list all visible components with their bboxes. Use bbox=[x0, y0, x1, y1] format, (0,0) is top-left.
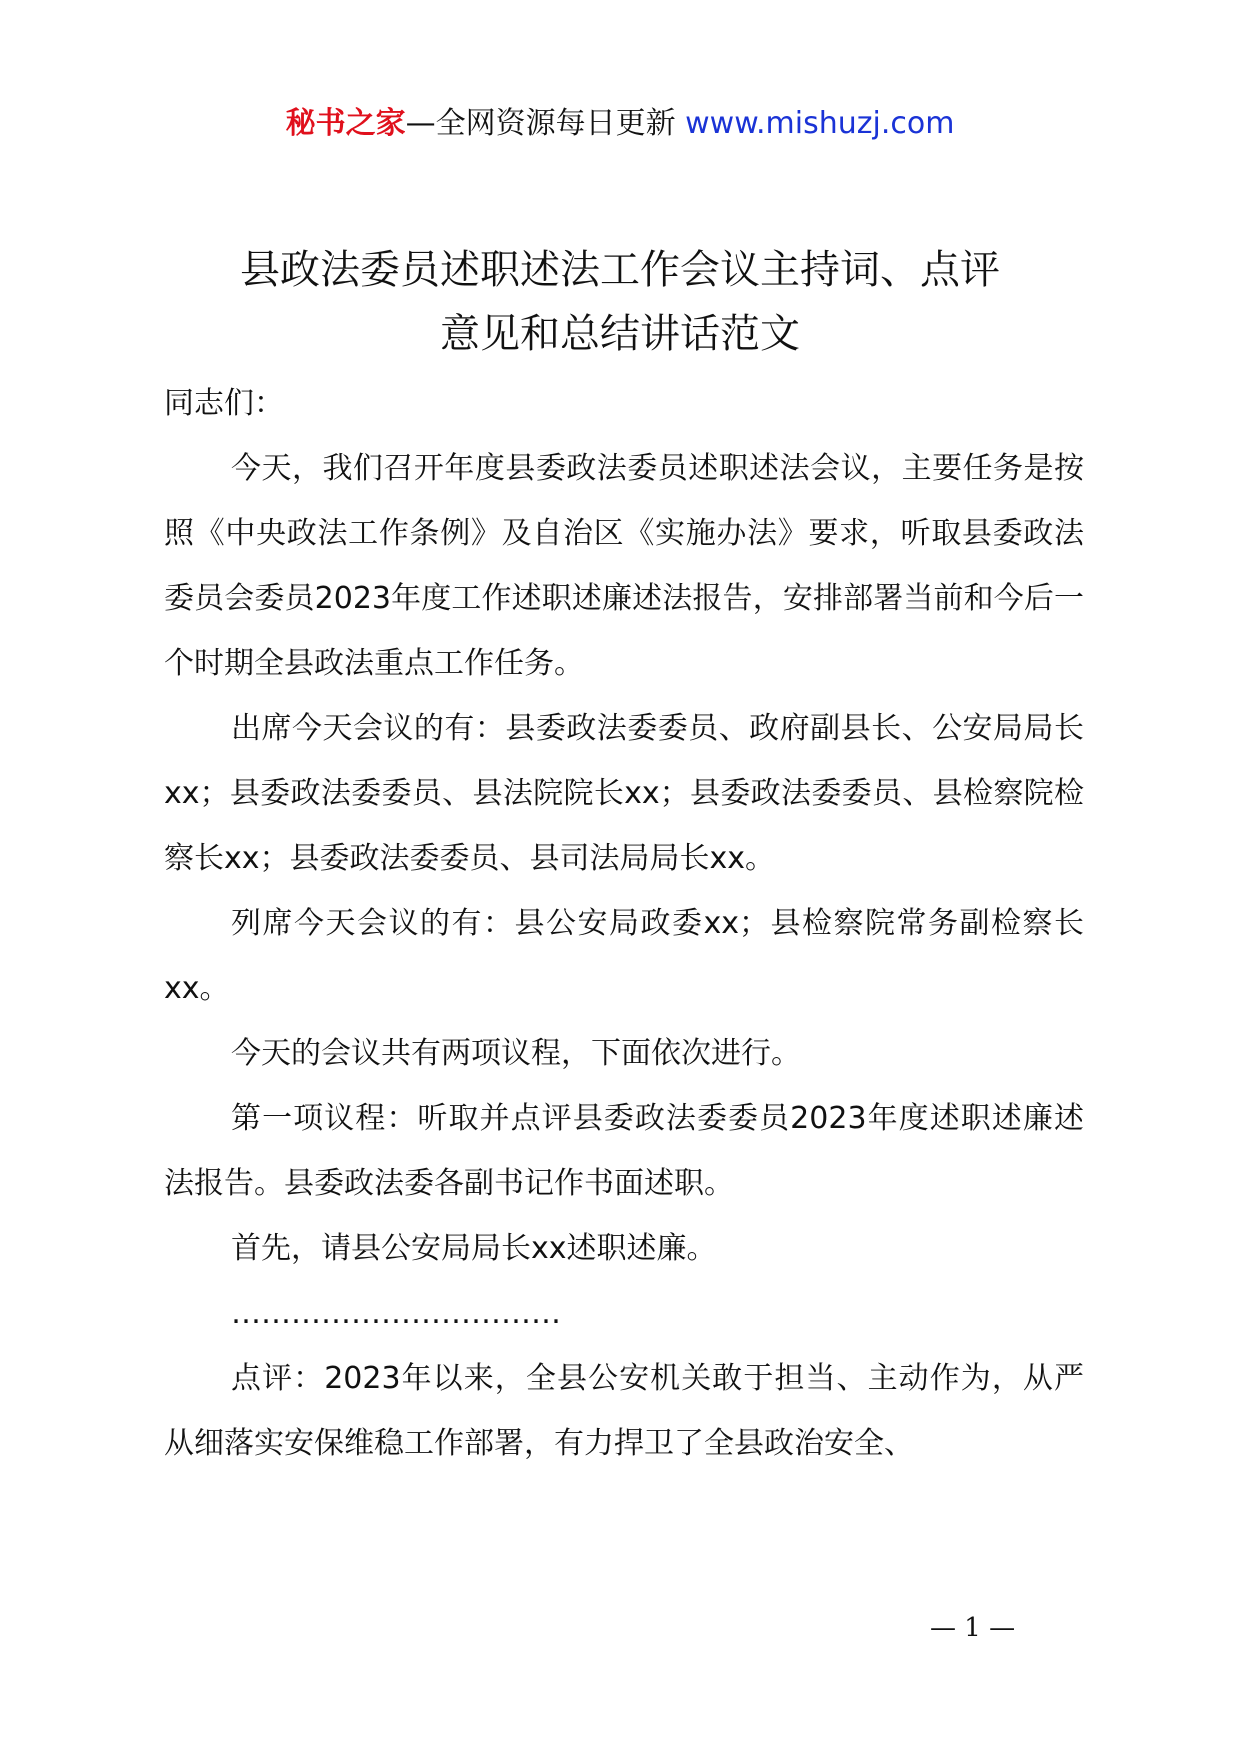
document-title-line-1: 县政法委员述职述法工作会议主持词、点评 bbox=[240, 247, 1000, 293]
document-body bbox=[164, 371, 1084, 1476]
paragraph: 首先，请县公安局局长xx述职述廉。 bbox=[231, 1231, 717, 1266]
site-tagline: —全网资源每日更新 bbox=[405, 106, 676, 141]
salutation: 同志们： bbox=[164, 386, 284, 421]
site-header bbox=[0, 100, 1240, 148]
paragraph: 点评：2023年以来，全县公安机关敢于担当、主动作为，从严从细落实安保维稳工作部署，有力捍卫了全县政治安全、 bbox=[164, 1361, 1084, 1461]
paragraph: 今天的会议共有两项议程，下面依次进行。 bbox=[231, 1036, 801, 1071]
page-number: — 1 — bbox=[930, 1613, 1016, 1643]
ellipsis-separator: …………………………… bbox=[231, 1296, 561, 1331]
document-title bbox=[120, 238, 1120, 366]
paragraph: 出席今天会议的有：县委政法委委员、政府副县长、公安局局长xx；县委政法委委员、县法院院长xx；县委政法委委员、县检察院检察长xx；县委政法委委员、县司法局局长xx。 bbox=[164, 711, 1084, 876]
site-brand: 秘书之家 bbox=[285, 106, 406, 141]
paragraph: 今天，我们召开年度县委政法委员述职述法会议，主要任务是按照《中央政法工作条例》及自治区《实施办法》要求，听取县委政法委员会委员2023年度工作述职述廉述法报告，安排部署当前和今后一个时期全县政法重点工作任务。 bbox=[164, 451, 1084, 681]
paragraph: 列席今天会议的有：县公安局政委xx；县检察院常务副检察长xx。 bbox=[164, 906, 1084, 1006]
site-url-link[interactable]: www.mishuzj.com bbox=[685, 106, 955, 141]
document-title-line-2: 意见和总结讲话范文 bbox=[440, 311, 800, 357]
paragraph: 第一项议程：听取并点评县委政法委委员2023年度述职述廉述法报告。县委政法委各副书记作书面述职。 bbox=[164, 1101, 1084, 1201]
